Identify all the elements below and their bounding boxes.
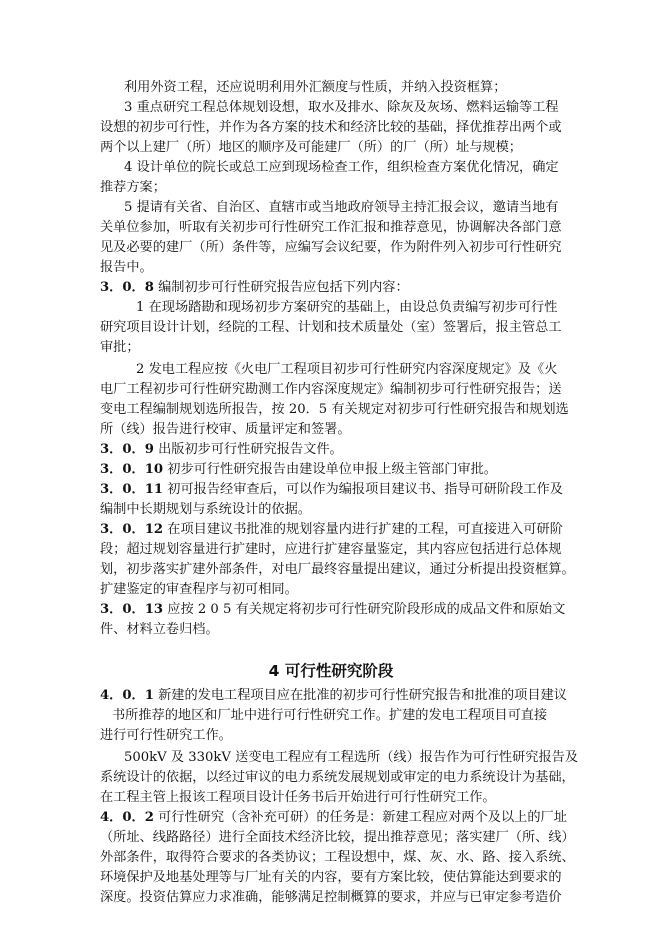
clause-4-0-2: 4．0．2 可行性研究（含补充可研）的任务是：新建工程应对两个及以上的厂址 xyxy=(100,810,567,825)
text-line: 深度。投资估算应力求准确，能够满足控制概算的要求，并应与已审定参考造价 xyxy=(100,890,562,905)
text-line: 3 重点研究工程总体规划设想，取水及排水、除灰及灰场、燃料运输等工程 xyxy=(124,100,559,115)
clause-number: 3．0．12 xyxy=(100,522,164,537)
clause-number: 3．0．9 xyxy=(100,442,154,457)
text-line: 在工程主管上报该工程项目设计任务书后开始进行可行性研究工作。 xyxy=(100,790,496,805)
text-line: 编制中长期规划与系统设计的依据。 xyxy=(100,502,311,517)
text-line: 扩建鉴定的审查程序与初可相同。 xyxy=(100,582,298,597)
clause-3-0-12: 3．0．12 在项目建议书批准的规划容量内进行扩建的工程，可直接进入可研阶 xyxy=(100,522,563,537)
text-line: 利用外资工程，还应说明利用外汇额度与性质，并纳入投资框算； xyxy=(124,80,507,95)
text-line: 2 发电工程应按《火电厂工程项目初步可行性研究内容深度规定》及《火 xyxy=(136,362,558,377)
text-line: 系统设计的依据，以经过审议的电力系统发展规划或审定的电力系统设计为基础， xyxy=(100,770,575,785)
section-heading: 4 可行性研究阶段 xyxy=(268,662,394,680)
text-line: 段；超过规划容量进行扩建时，应进行扩建容量鉴定，其内容应包括进行总体规 xyxy=(100,542,562,557)
text-line: 电厂工程初步可行性研究勘测工作内容深度规定》编制初步可行性研究报告；送 xyxy=(100,382,562,397)
clause-4-0-1: 4．0．1 新建的发电工程项目应在批准的初步可行性研究报告和批准的项目建议 xyxy=(100,688,567,703)
text-line: 书所推荐的地区和厂址中进行可行性研究工作。扩建的发电工程项目可直接 xyxy=(112,708,548,723)
text-line: 所（线）报告进行校审、质量评定和签署。 xyxy=(100,422,351,437)
text-line: 进行可行性研究工作。 xyxy=(100,728,232,743)
text-line: （所址、线路路径）进行全面技术经济比较，提出推荐意见；落实建厂（所、线） xyxy=(100,830,575,845)
clause-number: 4．0．1 xyxy=(100,688,154,703)
clause-number: 3．0．8 xyxy=(100,280,154,295)
text-line: 变电工程编制规划选所报告，按 20．5 有关规定对初步可行性研究报告和规划选 xyxy=(100,402,569,417)
text-line: 两个以上建厂（所）地区的顺序及可能建厂（所）的厂（所）址与规模； xyxy=(100,140,522,155)
text-line: 500kV 及 330kV 送变电工程应有工程选所（线）报告作为可行性研究报告及 xyxy=(124,750,579,765)
clause-3-0-11: 3．0．11 初可报告经审查后，可以作为编报项目建议书、指导可研阶段工作及 xyxy=(100,482,563,497)
text-line: 1 在现场踏勘和现场初步方案研究的基础上，由设总负责编写初步可行性 xyxy=(136,300,558,315)
text-line: 报告中。 xyxy=(100,260,153,275)
clause-3-0-10: 3．0．10 初步可行性研究报告由建设单位申报上级主管部门审批。 xyxy=(100,462,497,477)
text-line: 划，初步落实扩建外部条件，对电厂最终容量提出建议，通过分析提出投资框算。 xyxy=(100,562,575,577)
clause-number: 3．0．13 xyxy=(100,602,164,617)
clause-number: 4．0．2 xyxy=(100,810,154,825)
text-line: 5 提请有关省、自治区、直辖市或当地政府领导主持汇报会议，邀请当地有 xyxy=(124,200,559,215)
text-line: 件、材料立卷归档。 xyxy=(100,622,219,637)
text-line: 设想的初步可行性，并作为各方案的技术和经济比较的基础，择优推荐出两个或 xyxy=(100,120,562,135)
text-line: 推荐方案； xyxy=(100,180,166,195)
clause-3-0-9: 3．0．9 出版初步可行性研究报告文件。 xyxy=(100,442,343,457)
text-line: 见及必要的建厂（所）条件等，应编写会议纪要，作为附件列入初步可行性研究 xyxy=(100,240,562,255)
clause-number: 3．0．10 xyxy=(100,462,164,477)
clause-number: 3．0．11 xyxy=(100,482,164,497)
text-line: 环境保护及地基处理等与厂址有关的内容，要有方案比较，使估算能达到要求的 xyxy=(100,870,562,885)
clause-3-0-8: 3．0．8 编制初步可行性研究报告应包括下列内容： xyxy=(100,280,409,295)
text-line: 研究项目设计计划，经院的工程、计划和技术质量处（室）签署后，报主管总工 xyxy=(100,320,562,335)
text-line: 4 设计单位的院长或总工应到现场检查工作，组织检查方案优化情况，确定 xyxy=(124,160,559,175)
text-line: 关单位参加，听取有关初步可行性研究工作汇报和推荐意见，协调解决各部门意 xyxy=(100,220,562,235)
clause-3-0-13: 3．0．13 应按 2 0 5 有关规定将初步可行性研究阶段形成的成品文件和原始文 xyxy=(100,602,566,617)
text-line: 外部条件，取得符合要求的各类协议；工程设想中，煤、灰、水、路、接入系统、 xyxy=(100,850,575,865)
text-line: 审批； xyxy=(100,340,140,355)
